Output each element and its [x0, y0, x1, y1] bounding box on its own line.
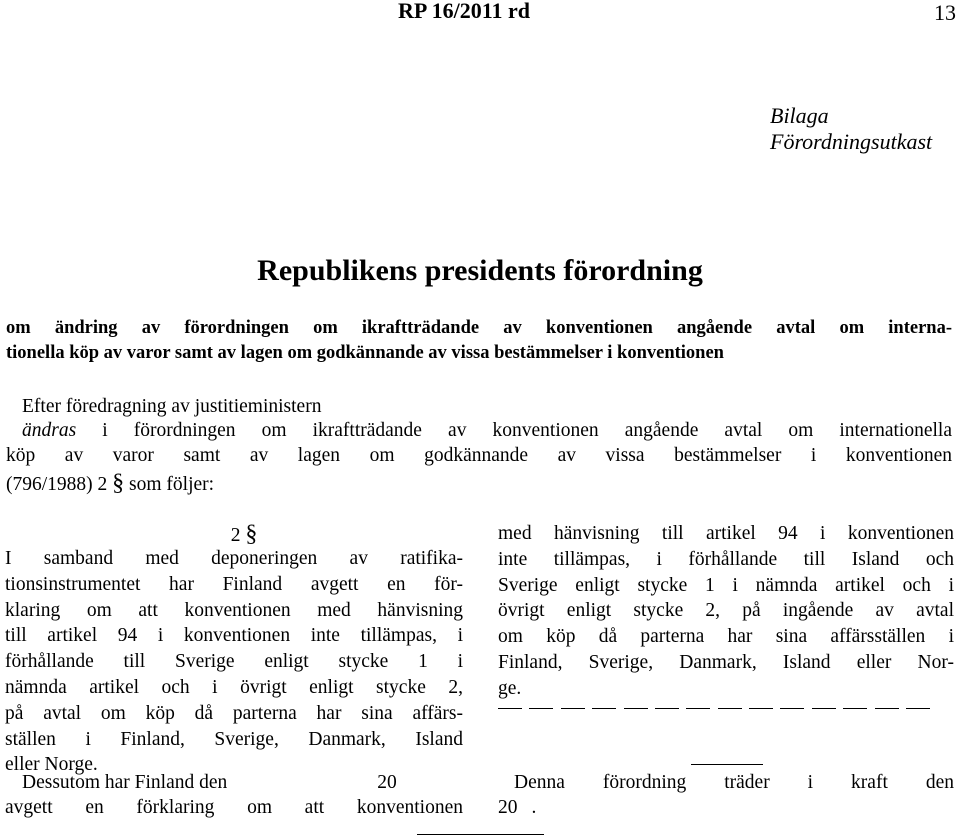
- preamble-line-2: [22, 420, 952, 442]
- right-line: Sverige enligt stycke 1 i nämnda artikel och i: [498, 574, 954, 596]
- entry-year: 20: [498, 797, 518, 818]
- page-title: Republikens presidents förordning: [257, 254, 703, 287]
- entry-into-force-line: Denna förordning träder i kraft den: [514, 772, 954, 793]
- subtitle-line-2: tionella köp av varor samt av lagen om godkännande av vissa bestämmelser i konventionen: [6, 343, 724, 363]
- section-number: 2: [230, 525, 246, 546]
- right-line: Finland, Sverige, Danmark, Island eller Nor-: [498, 651, 954, 673]
- preamble-line-3: köp av varor samt av lagen om godkännande av vissa bestämmelser i konventionen: [6, 445, 952, 466]
- preamble-line-4: [6, 470, 952, 497]
- right-line: om köp då parterna har sina affärsställen i: [498, 626, 954, 648]
- right-line: med hänvisning till artikel 94 i konventionen: [498, 523, 954, 544]
- preamble-line-2-text: i förordningen om ikraftträdande av konventionen angående avtal om internationella: [76, 420, 952, 441]
- right-line: inte tillämpas, i förhållande till Island och: [498, 548, 954, 570]
- section-sign-icon: §: [245, 521, 258, 547]
- left-line: förhållande till Sverige enligt stycke 1 i: [5, 651, 463, 673]
- document-reference: RP 16/2011 rd: [398, 0, 531, 23]
- preamble-line-4-end: som följer:: [124, 474, 215, 495]
- left-line: på avtal om köp då parterna har sina affärs-: [5, 702, 463, 724]
- declaration-text: Dessutom har Finland den: [22, 772, 228, 793]
- left-line: tionsinstrumentet har Finland avgett en för-: [5, 573, 463, 595]
- left-line: I samband med deponeringen av ratifika-: [5, 548, 463, 569]
- right-line: övrigt enligt stycke 2, på ingående av avtal: [498, 600, 954, 622]
- annex-sublabel: Förordningsutkast: [770, 129, 933, 154]
- entry-into-force-date: [498, 797, 954, 819]
- declaration-year: 20: [377, 772, 397, 793]
- right-line-last: ge.: [498, 677, 522, 699]
- left-column-paragraph: [5, 546, 463, 778]
- section-sign-icon: §: [112, 470, 125, 496]
- dashed-separator: [498, 708, 930, 709]
- left-line: klaring om att konventionen med hänvisning: [5, 599, 463, 621]
- preamble-line-1: Efter föredragning av justitieministern: [22, 396, 322, 417]
- left-line: till artikel 94 i konventionen inte tillämpas, i: [5, 625, 463, 647]
- left-line: ställen i Finland, Sverige, Danmark, Island: [5, 728, 463, 750]
- declaration-line-2: avgett en förklaring om att konventionen: [5, 797, 463, 818]
- annex-label: Bilaga: [770, 103, 829, 128]
- entry-period: .: [531, 797, 537, 818]
- amended-keyword: ändras: [22, 420, 77, 441]
- subtitle-line-1: om ändring av förordningen om ikraftträdande av konventionen angående avtal om interna-: [6, 318, 952, 338]
- section-heading: [0, 521, 488, 548]
- declaration-date-line: [22, 772, 480, 794]
- page-number: 13: [934, 0, 956, 25]
- left-line-last: eller Norge.: [5, 754, 98, 776]
- statute-reference: (796/1988) 2: [6, 474, 113, 495]
- left-line: nämnda artikel och i övrigt enligt stycke 2,: [5, 676, 463, 698]
- footer-rule: [417, 834, 544, 835]
- separator-rule: [691, 764, 763, 765]
- right-column-paragraph: [498, 521, 954, 702]
